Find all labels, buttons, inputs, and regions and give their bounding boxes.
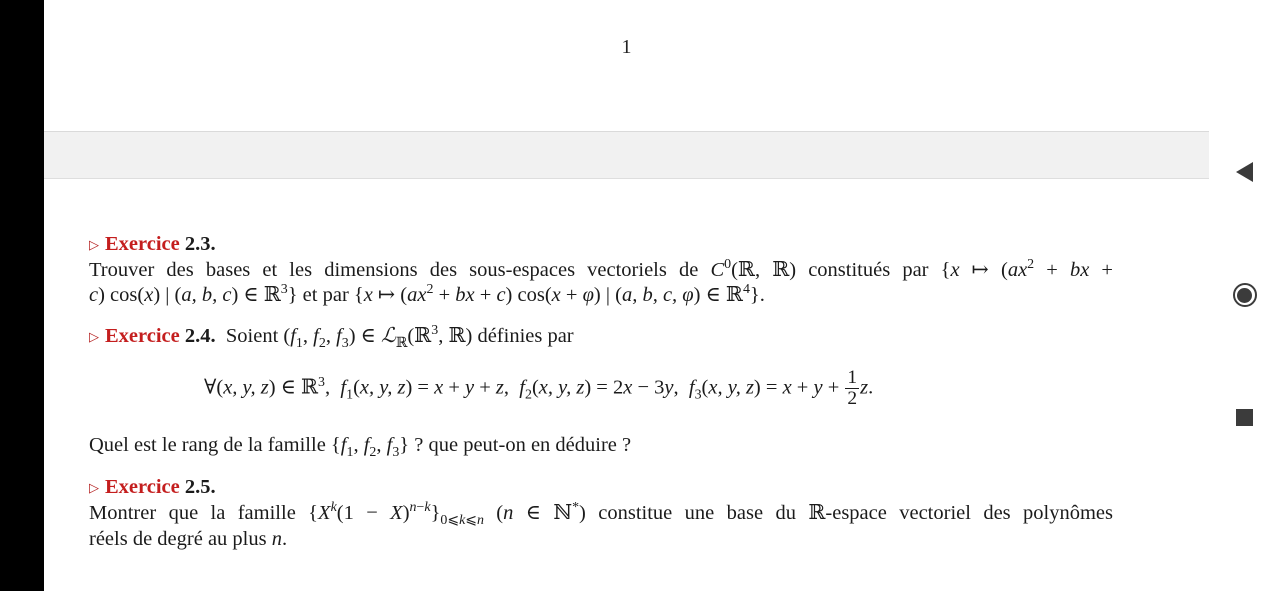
exercise-2-3-heading	[89, 231, 216, 259]
exercise-number: 2.5.	[184, 476, 216, 498]
exercise-2-4-heading: ▷ Exercice 2.4. Soient ($f_1$, $f_2$, $f_3$) ∈ ℒ$_ℝ$(ℝ$^3$, ℝ) définies par	[89, 323, 574, 352]
previous-page-bottom	[44, 0, 1209, 132]
triangle-back-icon	[1236, 162, 1253, 182]
circle-home-icon	[1233, 283, 1257, 307]
navigation-bar	[1209, 0, 1280, 591]
page-separator	[44, 132, 1209, 179]
exercise-2-3-line-2: c) cos(x) | (a, b, c) ∈ ℝ$^3$} et par {x ↦ ($ax^2$ + bx + c) cos(x + φ) | (a, b, c, φ) ∈ ℝ$^4$}.	[89, 282, 765, 306]
page-number: 1	[621, 36, 632, 58]
exercise-number: 2.4.	[184, 325, 216, 347]
back-button[interactable]	[1209, 162, 1280, 182]
exercise-2-3-line-1: Trouver des bases et les dimensions des sous-espaces vectoriels de $C^0(ℝ$, ℝ) constitués par {x ↦ ($ax^2$ + bx +	[89, 257, 1113, 281]
exercise-label: Exercice	[105, 325, 180, 347]
exercise-2-5-line-1: Montrer que la famille $\{X^k(1 - X)^{n-k}\}_{0⩽k⩽n}$ (n ∈ ℕ*) constitue une base du ℝ-espace vectoriel des polynômes	[89, 500, 1114, 529]
exercise-number: 2.3.	[184, 233, 216, 255]
recents-button[interactable]	[1209, 409, 1280, 426]
fraction-one-half: $\frac{1}{2}$	[847, 367, 858, 410]
triangle-marker-icon: ▷	[89, 480, 99, 495]
exercise-2-5-heading	[89, 474, 216, 502]
exercise-2-4-question: Quel est le rang de la famille {$f_1$, $f_2$, $f_3$} ? que peut-on en déduire ?	[89, 434, 632, 461]
exercise-label: Exercice	[105, 476, 180, 498]
exercise-2-5-line-2: réels de degré au plus n.	[89, 528, 288, 550]
square-recents-icon	[1236, 409, 1253, 426]
left-black-bar	[0, 0, 44, 591]
exercise-label: Exercice	[105, 233, 180, 255]
triangle-marker-icon: ▷	[89, 329, 99, 344]
exercise-2-4-formula: ∀(x, y, z) ∈ ℝ$^3$, $f_1(x$, y, z) = x + y + z, $f_2(x$, y, z) = 2x − 3y, $f_3(x$, y, z) = x + y + $\frac{1}{2}$ z.	[204, 367, 874, 410]
triangle-marker-icon: ▷	[89, 237, 99, 252]
home-button[interactable]	[1209, 283, 1280, 307]
